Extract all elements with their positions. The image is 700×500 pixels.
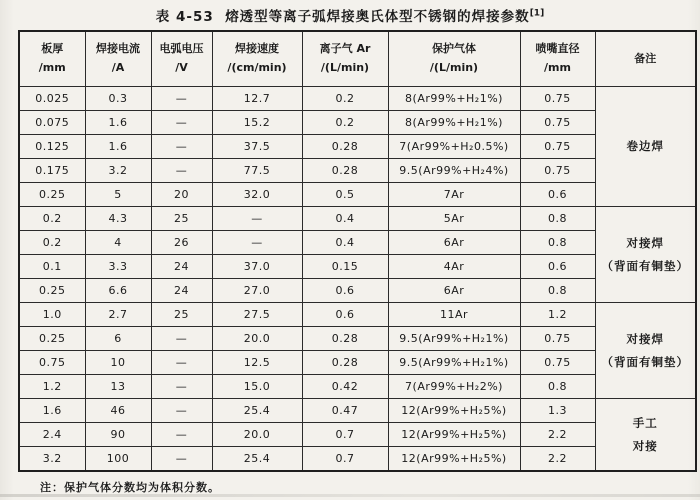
remark-cell-group-0: 卷边焊 (595, 87, 696, 207)
table-title-text: 熔透型等离子弧焊接奥氏体型不锈钢的焊接参数 (225, 9, 530, 25)
table-row (19, 399, 696, 423)
column-header-5: 保护气体 /(L/min) (388, 31, 520, 87)
table-cell: 0.2 (302, 111, 388, 135)
table-row (19, 231, 696, 255)
table-cell: 77.5 (212, 159, 302, 183)
table-cell: 0.75 (520, 327, 595, 351)
footnote: 注：保护气体分数均为体积分数。 (40, 481, 220, 494)
table-cell: 37.5 (212, 135, 302, 159)
table-cell: 0.8 (520, 375, 595, 399)
table-cell: 5Ar (388, 207, 520, 231)
table-cell: 9.5(Ar99%+H₂1%) (388, 327, 520, 351)
table-cell: 27.0 (212, 279, 302, 303)
table-cell: 0.075 (19, 111, 85, 135)
table-cell: 0.7 (302, 423, 388, 447)
table-cell: 15.0 (212, 375, 302, 399)
table-cell: 15.2 (212, 111, 302, 135)
table-number: 表 4-53 (155, 9, 214, 25)
table-cell: 0.42 (302, 375, 388, 399)
table-cell: — (151, 399, 212, 423)
table-cell: 1.2 (19, 375, 85, 399)
table-cell: 2.2 (520, 447, 595, 472)
table-cell: 0.5 (302, 183, 388, 207)
column-header-0: 板厚 /mm (19, 31, 85, 87)
table-row (19, 159, 696, 183)
table-container (18, 30, 697, 472)
table-cell: 12.5 (212, 351, 302, 375)
table-cell: 11Ar (388, 303, 520, 327)
table-row (19, 447, 696, 472)
table-cell: 26 (151, 231, 212, 255)
reference-superscript: [1] (529, 8, 545, 19)
table-cell: — (151, 135, 212, 159)
table-cell: — (212, 231, 302, 255)
table-cell: 24 (151, 255, 212, 279)
table-cell: 0.75 (19, 351, 85, 375)
table-cell: 0.75 (520, 111, 595, 135)
table-row (19, 255, 696, 279)
column-header-2: 电弧电压 /V (151, 31, 212, 87)
table-cell: 12(Ar99%+H₂5%) (388, 447, 520, 472)
table-cell: 3.2 (85, 159, 151, 183)
table-row (19, 207, 696, 231)
table-cell: 27.5 (212, 303, 302, 327)
table-cell: — (151, 111, 212, 135)
table-cell: 0.7 (302, 447, 388, 472)
table-cell: 2.7 (85, 303, 151, 327)
table-cell: 46 (85, 399, 151, 423)
table-row (19, 423, 696, 447)
table-cell: 3.3 (85, 255, 151, 279)
table-cell: 9.5(Ar99%+H₂1%) (388, 351, 520, 375)
table-cell: 0.15 (302, 255, 388, 279)
table-row (19, 351, 696, 375)
table-cell: 1.6 (19, 399, 85, 423)
table-cell: 0.6 (520, 183, 595, 207)
table-row (19, 303, 696, 327)
table-cell: — (151, 351, 212, 375)
table-cell: 0.2 (19, 207, 85, 231)
column-header-1: 焊接电流 /A (85, 31, 151, 87)
table-cell: 0.47 (302, 399, 388, 423)
table-cell: 0.75 (520, 87, 595, 111)
table-cell: 1.0 (19, 303, 85, 327)
table-cell: — (151, 327, 212, 351)
table-cell: 0.28 (302, 327, 388, 351)
table-cell: 0.25 (19, 327, 85, 351)
table-cell: 0.175 (19, 159, 85, 183)
table-cell: 0.75 (520, 135, 595, 159)
table-cell: 3.2 (19, 447, 85, 472)
table-cell: 20.0 (212, 327, 302, 351)
table-cell: 1.6 (85, 111, 151, 135)
table-cell: 0.8 (520, 207, 595, 231)
table-cell: 6 (85, 327, 151, 351)
table-cell: 0.28 (302, 135, 388, 159)
table-row (19, 135, 696, 159)
table-cell: 32.0 (212, 183, 302, 207)
table-cell: 13 (85, 375, 151, 399)
welding-parameters-table (18, 30, 697, 472)
remark-cell-group-1: 对接焊 （背面有铜垫） (595, 207, 696, 303)
table-cell: — (212, 207, 302, 231)
table-cell: 0.2 (302, 87, 388, 111)
table-cell: 1.3 (520, 399, 595, 423)
table-cell: — (151, 447, 212, 472)
table-cell: 7(Ar99%+H₂2%) (388, 375, 520, 399)
table-cell: 0.28 (302, 159, 388, 183)
table-row (19, 111, 696, 135)
table-cell: 2.4 (19, 423, 85, 447)
table-cell: 0.025 (19, 87, 85, 111)
table-cell: 6Ar (388, 279, 520, 303)
table-cell: 37.0 (212, 255, 302, 279)
table-cell: 0.2 (19, 231, 85, 255)
table-cell: 10 (85, 351, 151, 375)
table-cell: 9.5(Ar99%+H₂4%) (388, 159, 520, 183)
table-cell: 0.8 (520, 279, 595, 303)
table-cell: 100 (85, 447, 151, 472)
table-cell: 0.25 (19, 279, 85, 303)
table-cell: 0.75 (520, 159, 595, 183)
table-cell: 0.6 (520, 255, 595, 279)
table-cell: 25 (151, 303, 212, 327)
table-header-row (19, 31, 696, 87)
column-header-4: 离子气 Ar /(L/min) (302, 31, 388, 87)
table-caption (0, 5, 700, 25)
table-row (19, 279, 696, 303)
column-header-3: 焊接速度 /(cm/min) (212, 31, 302, 87)
table-cell: 0.28 (302, 351, 388, 375)
table-cell: 20.0 (212, 423, 302, 447)
table-cell: 6Ar (388, 231, 520, 255)
table-cell: 8(Ar99%+H₂1%) (388, 111, 520, 135)
table-cell: 25 (151, 207, 212, 231)
scan-edge-artifact (0, 494, 700, 497)
table-cell: 0.1 (19, 255, 85, 279)
table-cell: 1.2 (520, 303, 595, 327)
table-cell: 4.3 (85, 207, 151, 231)
remark-cell-group-3: 手工 对接 (595, 399, 696, 472)
table-cell: 20 (151, 183, 212, 207)
table-cell: 7Ar (388, 183, 520, 207)
table-cell: 1.6 (85, 135, 151, 159)
table-cell: 0.125 (19, 135, 85, 159)
table-cell: 12(Ar99%+H₂5%) (388, 399, 520, 423)
table-cell: 6.6 (85, 279, 151, 303)
table-cell: 0.4 (302, 207, 388, 231)
table-cell: 24 (151, 279, 212, 303)
table-cell: 0.25 (19, 183, 85, 207)
table-cell: 0.3 (85, 87, 151, 111)
table-row (19, 87, 696, 111)
table-cell: — (151, 423, 212, 447)
table-cell: 4Ar (388, 255, 520, 279)
table-cell: 5 (85, 183, 151, 207)
table-row (19, 183, 696, 207)
table-cell: 7(Ar99%+H₂0.5%) (388, 135, 520, 159)
table-cell: 90 (85, 423, 151, 447)
table-cell: 0.8 (520, 231, 595, 255)
table-cell: — (151, 87, 212, 111)
table-cell: 12.7 (212, 87, 302, 111)
table-cell: 25.4 (212, 447, 302, 472)
table-row (19, 327, 696, 351)
table-cell: 25.4 (212, 399, 302, 423)
table-cell: 0.6 (302, 303, 388, 327)
remark-cell-group-2: 对接焊 （背面有铜垫） (595, 303, 696, 399)
table-cell: — (151, 375, 212, 399)
column-header-6: 喷嘴直径 /mm (520, 31, 595, 87)
table-cell: 12(Ar99%+H₂5%) (388, 423, 520, 447)
table-cell: 0.6 (302, 279, 388, 303)
table-cell: 0.75 (520, 351, 595, 375)
table-row (19, 375, 696, 399)
table-cell: 8(Ar99%+H₂1%) (388, 87, 520, 111)
table-cell: 0.4 (302, 231, 388, 255)
column-header-7: 备注 (595, 31, 696, 87)
table-cell: 2.2 (520, 423, 595, 447)
table-cell: 4 (85, 231, 151, 255)
table-cell: — (151, 159, 212, 183)
